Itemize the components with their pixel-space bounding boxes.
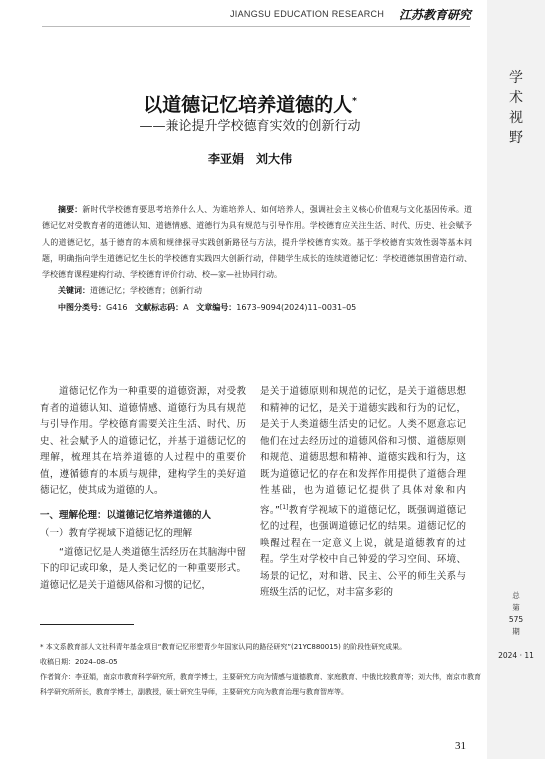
page-number: 31 (455, 740, 466, 752)
clc-value: G416 (106, 302, 128, 312)
header-rule (42, 26, 470, 27)
footnote-rule (40, 624, 134, 625)
section-heading-1: 一、理解伦理：以道德记忆培养道德的人 (40, 509, 212, 521)
section-char-2: 术 (509, 90, 523, 106)
keywords-text: 道德记忆；学校德育；创新行动 (90, 286, 202, 296)
paragraph-continued-text-2: 教育学视域下的道德记忆，既强调道德记忆的过程，也强调道德记忆的结果。道德记忆的唤醒过程在一定意义上说，就是道德教育的过程。学生对学校中自己钟爱的学习空间、环境、场景的记忆，对和谐、民主、公平的师生关系与班级生活的记忆，对丰富多彩的 (260, 504, 466, 599)
paragraph-quote: “道德记忆是人类道德生活经历在其脑海中留下的印记或印象，是人类记忆的一种重要形式。道德记忆是关于道德风俗和习惯的记忆， (40, 546, 246, 591)
authors: 李亚娟 刘大伟 (207, 152, 292, 166)
doc-label: 文献标志码： (135, 302, 184, 312)
title-footnote-mark: * (352, 96, 357, 107)
article-title (40, 90, 460, 117)
body-column-left (40, 384, 246, 594)
author-bio: 作者简介：李亚娟，南京市教育科学研究所，教育学博士，主要研究方向为情感与道德教育、家庭教育、中俄比较教育等；刘大伟，南京市教育科学研究所所长，教育学博士，副教授，硕士研究生导师，主要研究方向为教育治理与教育智库等。 (40, 673, 481, 696)
section-char-3: 视 (509, 110, 523, 126)
reference-mark: [1] (279, 503, 289, 511)
issue-date: 2024 · 11 (498, 651, 534, 660)
clc-label: 中图分类号： (58, 302, 106, 312)
issue-qi: 期 (512, 627, 520, 636)
abstract-text: 新时代学校德育要思考培养什么人、为谁培养人、如何培养人，强调社会主义核心价值观与文化基因传承。道德记忆对受教育者的道德认知、道德情感、道德行为具有规范与引导作用。学校德育应关注生活、时代、历史、社会赋予人的道德记忆，基于德育的本质和规律探寻实践创新路径与方法，提升学校德育实效。基于学校德育实效性弱等基本问题，明确指向学生道德记忆生长的学校德育实践四大创新行动，伴随学生成长的连续道德记忆：学校道德氛围营造行动、学校德育课程建构行动、学校德育评价行动、校—家—社协同行动。 (42, 205, 473, 280)
fund-note: * 本文系教育部人文社科青年基金项目“教育记忆形塑青少年国家认同的路径研究”(21YC880015) 的阶段性研究成果。 (40, 643, 407, 651)
classification-line (42, 300, 472, 316)
issue-total: 总 (512, 591, 520, 600)
doc-value: A (183, 302, 189, 312)
subsection-heading-1: （一）教育学视域下道德记忆的理解 (40, 528, 193, 539)
body-column-right (260, 384, 466, 602)
article-id-value: 1673–9094(2024)11–0031–05 (236, 302, 357, 312)
sidebar (487, 0, 545, 759)
abstract (42, 202, 472, 283)
received-date: 收稿日期：2024–08–05 (40, 658, 118, 666)
abstract-label: 摘要： (58, 205, 83, 214)
paragraph-intro: 道德记忆作为一种重要的道德资源，对受教育者的道德认知、道德情感、道德行为具有规范与引导作用。学校德育需要关注生活、时代、历史、社会赋予人的道德记忆，并基于道德记忆的理解，梳理其在培养道德的人过程中的重要价值，遵循德育的本质与规律，建构学生的美好道德记忆，使其成为道德的人。 (40, 386, 246, 496)
title-text: 以道德记忆培养道德的人 (143, 94, 353, 116)
section-char-4: 野 (509, 130, 523, 146)
keywords (42, 283, 472, 299)
paragraph-continued (260, 384, 466, 602)
paragraph-continued-text: 是关于道德原则和规范的记忆，是关于道德思想和精神的记忆，是关于道德实践和行为的记忆，是关于人类道德生活史的记忆。人类不愿意忘记他们在过去经历过的道德风俗和习惯、道德原则和规范、道德思想和精神、道德实践和行为，这既为道德记忆的存在和发挥作用提供了道德合理性基础，也为道德记忆提供了具体对象和内容。” (260, 386, 466, 516)
section-char-1: 学 (509, 70, 523, 86)
abstract-block (42, 202, 472, 316)
footnote (40, 640, 485, 700)
journal-name-en: JIANGSU EDUCATION RESEARCH (230, 9, 385, 19)
journal-logo: 江苏教育研究 (399, 8, 472, 22)
keywords-label: 关键词： (58, 286, 90, 296)
article-id-label: 文章编号： (196, 302, 237, 312)
issue-number: 575 (508, 615, 524, 624)
article-subtitle: ——兼论提升学校德育实效的创新行动 (139, 119, 361, 134)
issue-di: 第 (512, 603, 520, 612)
